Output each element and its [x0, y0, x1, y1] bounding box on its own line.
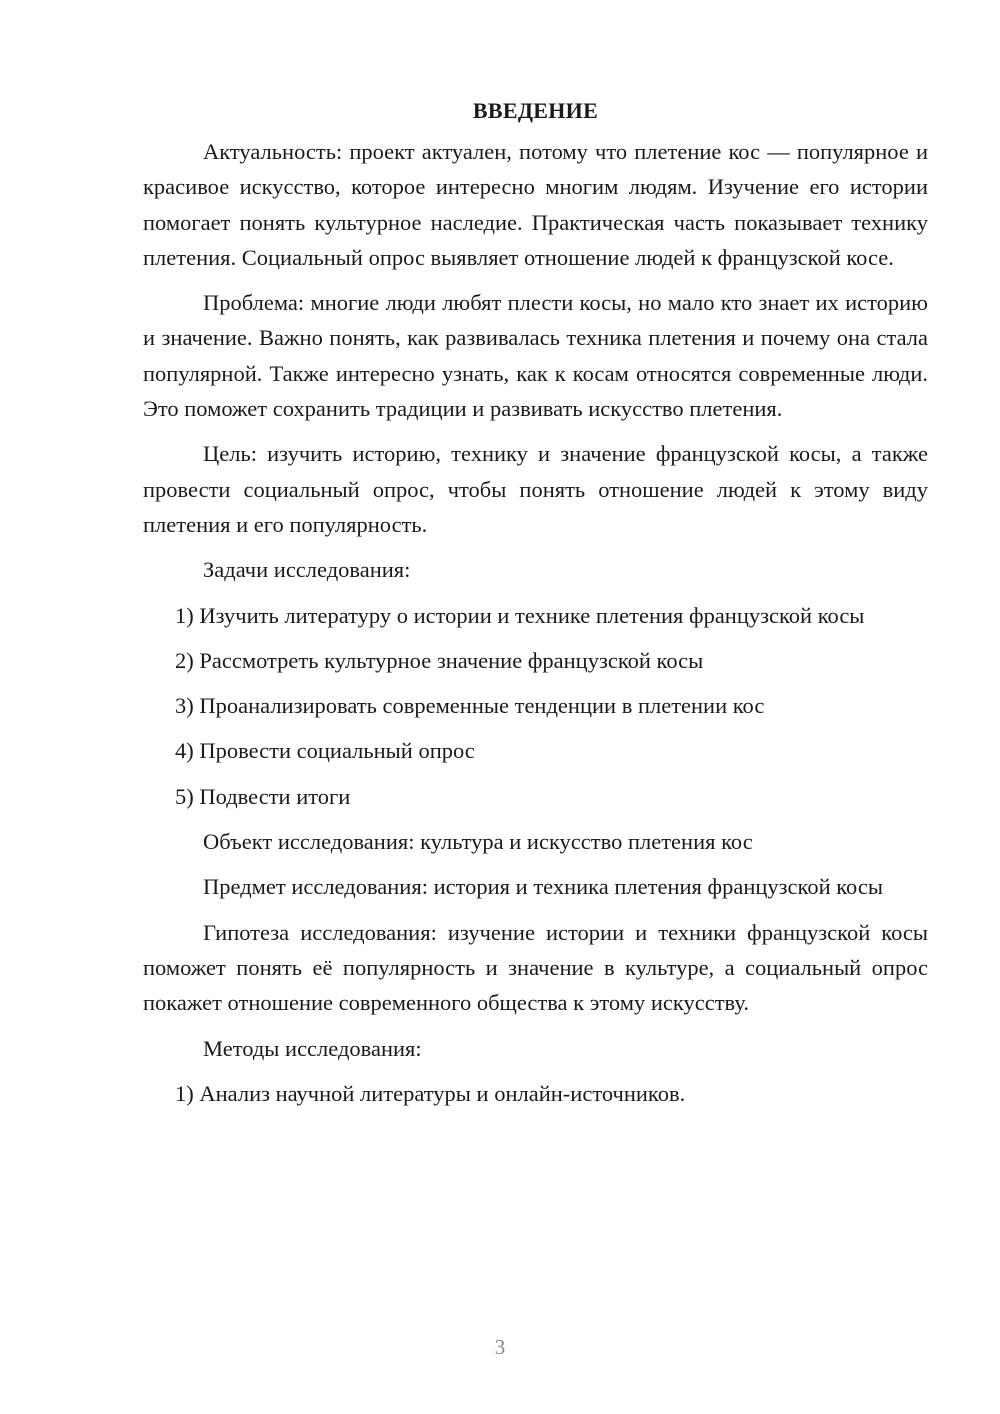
task-item: 2) Рассмотреть культурное значение французской косы: [175, 647, 704, 673]
task-item: 5) Подвести итоги: [175, 783, 351, 809]
methods-heading: Методы исследования:: [203, 1035, 422, 1061]
tasks-heading: Задачи исследования:: [203, 557, 411, 583]
section-heading: ВВЕДЕНИЕ: [472, 98, 599, 123]
document-page: [143, 96, 928, 1121]
task-item: 3) Проанализировать современные тенденции в плетении кос: [175, 693, 765, 719]
goal-paragraph: Цель: изучить историю, технику и значение французской косы, а также провести социальный опрос, чтобы понять отношение людей к этому виду плетения и его популярность.: [143, 441, 928, 537]
page-number: 3: [494, 1335, 506, 1359]
problem-paragraph: Проблема: многие люди любят плести косы, но мало кто знает их историю и значение. Важно понять, как развивалась техника плетения и почему она стала популярной. Также интересно узнать, как к косам относятся современные люди. Это поможет сохранить традиции и развивать искусство плетения.: [143, 290, 928, 422]
task-item: 1) Изучить литературу о истории и технике плетения французской косы: [175, 602, 865, 628]
task-item: 4) Провести социальный опрос: [175, 738, 475, 764]
hypothesis-paragraph: Гипотеза исследования: изучение истории и техники французской косы поможет понять её популярность и значение в культуре, а социальный опрос покажет отношение современного общества к этому искусству.: [143, 919, 928, 1016]
subject-paragraph: Предмет исследования: история и техника плетения французской косы: [203, 874, 883, 900]
object-paragraph: Объект исследования: культура и искусство плетения кос: [203, 829, 753, 855]
relevance-paragraph: Актуальность: проект актуален, потому что плетение кос — популярное и красивое искусство, которое интересно многим людям. Изучение его истории помогает понять культурное наследие. Практическая часть показывает технику плетения. Социальный опрос выявляет отношение людей к французской косе.: [143, 139, 928, 270]
method-item: 1) Анализ научной литературы и онлайн-источников.: [175, 1080, 686, 1106]
